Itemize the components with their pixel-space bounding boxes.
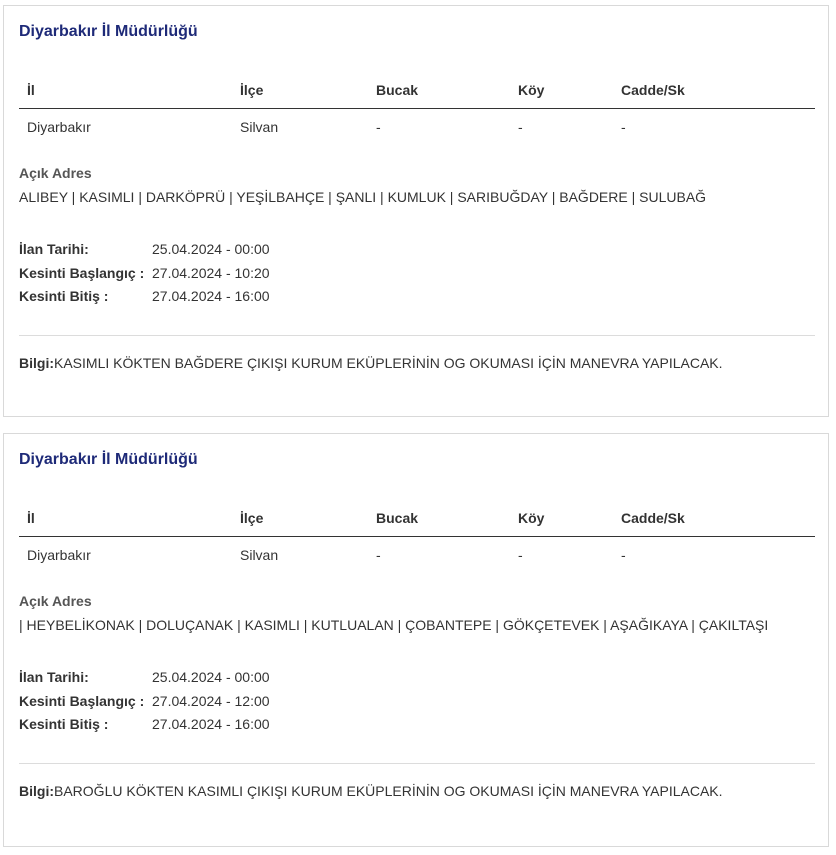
info-line xyxy=(19,355,723,371)
notice-title: Diyarbakır İl Müdürlüğü xyxy=(19,451,198,468)
kesinti-bitis-label: Kesinti Bitiş : xyxy=(19,288,109,304)
header-koy: Köy xyxy=(518,510,545,526)
cell-koy: - xyxy=(518,547,523,563)
cell-bucak: - xyxy=(376,119,381,135)
address-label: Açık Adres xyxy=(19,165,92,181)
header-bucak: Bucak xyxy=(376,82,419,98)
kesinti-baslangic-value: 27.04.2024 - 12:00 xyxy=(152,692,270,709)
info-label: Bilgi: xyxy=(19,783,54,799)
address-text: | HEYBELİKONAK | DOLUÇANAK | KASIMLI | KUTLUALAN | ÇOBANTEPE | GÖKÇETEVEK | AŞAĞIKAYA | ÇAKILTAŞI xyxy=(19,617,769,633)
cell-il: Diyarbakır xyxy=(27,547,91,563)
header-cadde: Cadde/Sk xyxy=(621,510,685,526)
header-koy: Köy xyxy=(518,82,545,98)
cell-ilce: Silvan xyxy=(240,547,279,563)
cell-cadde: - xyxy=(621,547,626,563)
info-text: BAROĞLU KÖKTEN KASIMLI ÇIKIŞI KURUM EKÜPLERİNİN OG OKUMASI İÇİN MANEVRA YAPILACAK. xyxy=(54,783,723,799)
cell-ilce: Silvan xyxy=(240,119,279,135)
header-ilce: İlçe xyxy=(240,510,264,526)
location-table-header xyxy=(19,81,815,109)
outage-notice-card xyxy=(3,5,829,417)
kesinti-baslangic-label: Kesinti Başlangıç : xyxy=(19,264,145,281)
ilan-tarihi-label: İlan Tarihi: xyxy=(19,241,89,257)
table-row xyxy=(19,119,815,139)
cell-bucak: - xyxy=(376,547,381,563)
ilan-tarihi-label: İlan Tarihi: xyxy=(19,669,89,685)
divider xyxy=(19,335,815,336)
header-ilce: İlçe xyxy=(240,82,264,98)
location-table-header xyxy=(19,509,815,537)
header-cadde: Cadde/Sk xyxy=(621,82,685,98)
cell-koy: - xyxy=(518,119,523,135)
header-il: İl xyxy=(27,82,35,98)
kesinti-bitis-value: 27.04.2024 - 16:00 xyxy=(152,716,270,732)
address-text: ALIBEY | KASIMLI | DARKÖPRÜ | YEŞİLBAHÇE | ŞANLI | KUMLUK | SARIBUĞDAY | BAĞDERE | SULUBAĞ xyxy=(19,189,707,205)
address-label: Açık Adres xyxy=(19,593,92,609)
ilan-tarihi-value: 25.04.2024 - 00:00 xyxy=(152,669,270,685)
table-row xyxy=(19,547,815,567)
kesinti-baslangic-label: Kesinti Başlangıç : xyxy=(19,692,145,709)
info-text: KASIMLI KÖKTEN BAĞDERE ÇIKIŞI KURUM EKÜPLERİNİN OG OKUMASI İÇİN MANEVRA YAPILACAK. xyxy=(54,355,723,371)
info-label: Bilgi: xyxy=(19,355,54,371)
cell-cadde: - xyxy=(621,119,626,135)
kesinti-bitis-value: 27.04.2024 - 16:00 xyxy=(152,288,270,304)
cell-il: Diyarbakır xyxy=(27,119,91,135)
outage-notice-card xyxy=(3,433,829,847)
header-bucak: Bucak xyxy=(376,510,419,526)
ilan-tarihi-value: 25.04.2024 - 00:00 xyxy=(152,241,270,257)
kesinti-baslangic-value: 27.04.2024 - 10:20 xyxy=(152,264,270,281)
divider xyxy=(19,763,815,764)
header-il: İl xyxy=(27,510,35,526)
info-line xyxy=(19,783,723,799)
notice-title: Diyarbakır İl Müdürlüğü xyxy=(19,23,198,40)
kesinti-bitis-label: Kesinti Bitiş : xyxy=(19,716,109,732)
